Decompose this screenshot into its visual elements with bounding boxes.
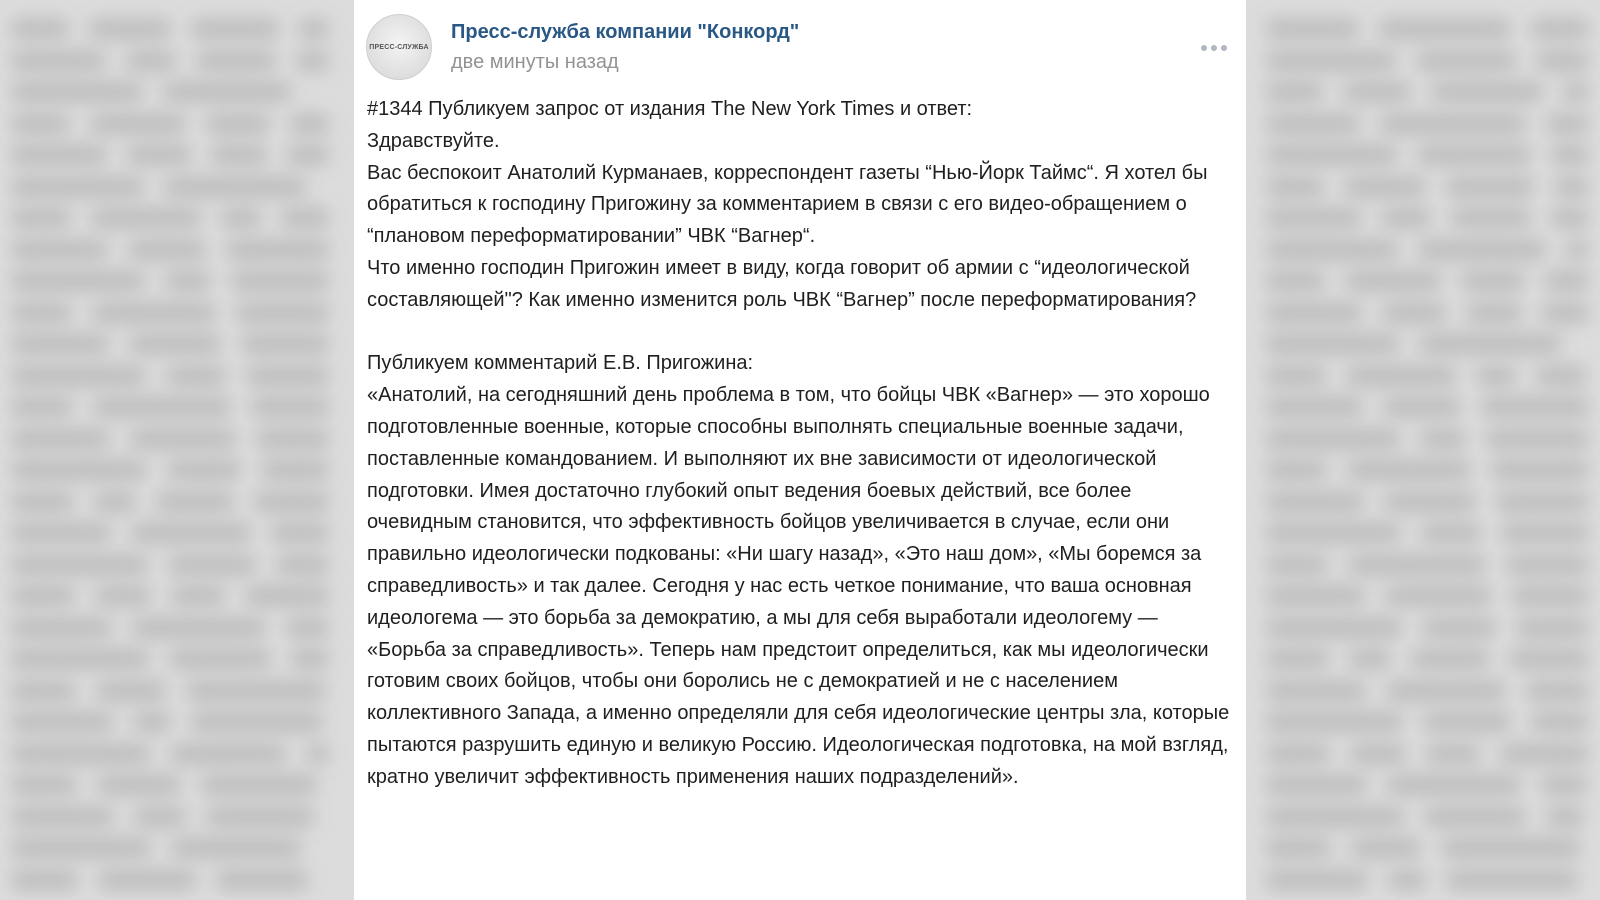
blurred-text-fragment <box>166 459 242 481</box>
blurred-text-fragment <box>1545 806 1585 828</box>
blurred-text-fragment <box>10 333 110 355</box>
blurred-text-fragment <box>1421 617 1497 639</box>
blurred-text-fragment <box>10 113 71 135</box>
blurred-text-fragment <box>164 270 212 292</box>
blurred-text-fragment <box>10 396 74 418</box>
blurred-text-fragment <box>1265 18 1360 40</box>
dot-icon <box>1211 45 1217 51</box>
blurred-text-fragment <box>1265 554 1329 576</box>
blurred-text-fragment <box>168 648 272 670</box>
blurred-text-fragment <box>1378 18 1512 40</box>
blurred-text-fragment <box>1499 743 1590 765</box>
blurred-text-fragment <box>1265 617 1403 639</box>
blurred-text-fragment <box>1410 648 1490 670</box>
post-card <box>354 0 1246 900</box>
blurred-text-fragment <box>1382 396 1462 418</box>
blurred-text-fragment <box>10 774 78 796</box>
blurred-text-fragment <box>190 711 324 733</box>
blurred-text-fragment <box>253 491 330 513</box>
blurred-text-fragment <box>289 113 330 135</box>
blurred-text-fragment <box>94 585 152 607</box>
blurred-text-fragment <box>10 365 147 387</box>
blurred-text-fragment <box>10 869 79 891</box>
blurred-text-fragment <box>1553 176 1590 198</box>
blurred-text-fragment <box>195 50 277 72</box>
blurred-text-fragment <box>255 428 330 450</box>
blurred-text-fragment <box>10 270 146 292</box>
blurred-text-fragment <box>1386 774 1522 796</box>
blurred-text-fragment <box>169 743 287 765</box>
blurred-text-fragment <box>1485 428 1590 450</box>
blurred-text-fragment <box>167 554 257 576</box>
blurred-text-fragment <box>1510 585 1590 607</box>
blurred-text-fragment <box>1265 365 1327 387</box>
blurred-text-fragment <box>1381 302 1447 324</box>
blurred-text-fragment <box>220 207 262 229</box>
blurred-text-fragment <box>1417 239 1547 261</box>
blurred-text-fragment <box>1562 81 1590 103</box>
blurred-text-fragment <box>185 680 327 702</box>
blurred-text-fragment <box>170 585 226 607</box>
blurred-text-fragment <box>10 176 145 198</box>
blurred-text-fragment <box>10 239 109 261</box>
blurred-text-fragment <box>205 113 271 135</box>
avatar-logo-text: ПРЕСС-СЛУЖБА <box>369 43 429 51</box>
blurred-text-fragment <box>93 491 137 513</box>
blurred-text-fragment <box>165 365 227 387</box>
blurred-text-fragment <box>1350 837 1422 859</box>
blurred-text-fragment <box>1515 617 1590 639</box>
post-paragraph: Вас беспокоит Анатолий Курманаев, корреспондент газеты “Нью-Йорк Таймс“. Я хотел бы обратиться к господину Пригожину за комментарием в связи с его видео-обращением о “плановом переформатировании” ЧВК “Вагнер“. <box>367 161 1214 248</box>
blurred-text-fragment <box>10 428 111 450</box>
post-paragraph: Публикуем комментарий Е.В. Пригожина: <box>367 352 754 375</box>
blurred-text-fragment <box>1265 837 1332 859</box>
blurred-text-fragment <box>10 837 152 859</box>
blurred-text-fragment <box>1505 554 1590 576</box>
post-paragraph: Здравствуйте. <box>367 129 500 152</box>
blurred-text-fragment <box>1265 491 1365 513</box>
blurred-text-fragment <box>1550 207 1590 229</box>
blurred-text-fragment <box>97 869 197 891</box>
blurred-text-fragment <box>215 869 309 891</box>
blurred-text-fragment <box>1343 176 1427 198</box>
blurred-text-fragment <box>1265 869 1369 891</box>
blurred-text-fragment <box>10 144 108 166</box>
blurred-text-fragment <box>1419 428 1467 450</box>
avatar[interactable] <box>366 14 432 80</box>
dot-icon <box>1201 45 1207 51</box>
blurred-text-fragment <box>240 333 330 355</box>
blurred-text-fragment <box>92 396 232 418</box>
blurred-text-fragment <box>1265 522 1402 544</box>
blurred-text-fragment <box>10 207 72 229</box>
blurred-text-fragment <box>126 144 192 166</box>
blurred-text-fragment <box>10 743 151 765</box>
blurred-text-fragment <box>1495 491 1590 513</box>
blurred-text-fragment <box>1450 207 1532 229</box>
blurred-text-fragment <box>1475 365 1517 387</box>
blurred-text-fragment <box>1345 365 1457 387</box>
post-paragraph: #1344 Публикуем запрос от издания The New York Times и ответ: <box>367 98 973 120</box>
blurred-text-fragment <box>96 774 182 796</box>
blurred-text-fragment <box>1265 428 1401 450</box>
blurred-text-fragment <box>1422 711 1512 733</box>
blurred-text-fragment <box>155 491 235 513</box>
blurred-text-fragment <box>10 648 150 670</box>
blurred-text-fragment <box>95 680 167 702</box>
blurred-text-fragment <box>1349 743 1407 765</box>
blurred-text-fragment <box>290 648 330 670</box>
blurred-text-fragment <box>10 18 70 40</box>
blurred-text-fragment <box>10 680 77 702</box>
blurred-text-fragment <box>1265 207 1362 229</box>
blurred-text-fragment <box>1385 680 1507 702</box>
blurred-text-fragment <box>1425 743 1481 765</box>
blurred-text-fragment <box>131 617 267 639</box>
blurred-text-fragment <box>210 144 268 166</box>
blurred-text-fragment <box>1440 837 1582 859</box>
blurred-text-fragment <box>1265 585 1366 607</box>
blurred-text-fragment <box>1265 176 1325 198</box>
blurred-text-fragment <box>205 806 315 828</box>
blurred-text-fragment <box>250 396 330 418</box>
blurred-text-fragment <box>270 522 330 544</box>
blurred-text-fragment <box>1265 648 1330 670</box>
post-paragraph: Что именно господин Пригожин имеет в виду, когда говорит об армии с “идеологической составляющей"? Как именно изменится роль ЧВК “Вагнер” после переформатирования? <box>367 256 1197 311</box>
blurred-text-fragment <box>1265 81 1324 103</box>
blurred-text-fragment <box>10 81 144 103</box>
blurred-text-fragment <box>1445 869 1579 891</box>
blurred-text-fragment <box>275 554 330 576</box>
blurred-text-fragment <box>1265 302 1363 324</box>
blurred-text-fragment <box>286 144 330 166</box>
more-horizontal-icon[interactable] <box>1194 38 1234 58</box>
blurred-text-fragment <box>1265 333 1400 355</box>
blurred-text-fragment <box>1423 806 1527 828</box>
blurred-text-fragment <box>1265 806 1405 828</box>
blurred-text-fragment <box>1535 50 1590 72</box>
blurred-text-fragment <box>305 743 330 765</box>
blurred-text-fragment <box>280 207 330 229</box>
blurred-text-fragment <box>1344 270 1442 292</box>
dot-icon <box>1221 45 1227 51</box>
blurred-text-fragment <box>225 239 330 261</box>
blurred-text-fragment <box>1541 302 1590 324</box>
blurred-text-fragment <box>10 50 107 72</box>
blurred-text-fragment <box>235 302 330 324</box>
paragraph-spacer <box>367 317 1239 349</box>
blurred-text-fragment <box>88 18 172 40</box>
blurred-text-fragment <box>10 459 148 481</box>
blurred-text-fragment <box>1265 459 1328 481</box>
blurred-text-fragment <box>91 302 217 324</box>
blurred-text-fragment <box>10 554 149 576</box>
blurred-text-fragment <box>1347 554 1487 576</box>
blurred-text-fragment <box>127 239 207 261</box>
blurred-text-fragment <box>1430 81 1544 103</box>
blurred-text-fragment <box>1460 270 1526 292</box>
blurred-text-fragment <box>1265 239 1399 261</box>
blurred-text-fragment <box>1565 239 1590 261</box>
blurred-text-fragment <box>1544 270 1590 292</box>
blurred-text-fragment <box>244 585 330 607</box>
blurred-text-fragment <box>1265 743 1331 765</box>
blurred-text-fragment <box>285 617 330 639</box>
blurred-text-fragment <box>10 522 112 544</box>
blurred-text-fragment <box>163 176 307 198</box>
blurred-text-fragment <box>90 207 202 229</box>
blurred-text-fragment <box>1416 144 1532 166</box>
blurred-text-fragment <box>1465 302 1523 324</box>
blurred-text-fragment <box>1342 81 1412 103</box>
blurred-text-fragment <box>1535 365 1587 387</box>
blurred-text-fragment <box>1380 207 1432 229</box>
blurred-text-fragment <box>1265 50 1397 72</box>
blurred-text-fragment <box>10 302 73 324</box>
post-header <box>366 14 1234 84</box>
blurred-text-fragment <box>1480 396 1590 418</box>
blurred-text-fragment <box>130 522 252 544</box>
blurred-text-fragment <box>1384 585 1492 607</box>
blurred-text-fragment <box>133 806 187 828</box>
blurred-text-fragment <box>1387 869 1427 891</box>
blurred-text-fragment <box>1415 50 1517 72</box>
blurred-text-fragment <box>245 365 330 387</box>
blurred-text-fragment <box>1383 491 1477 513</box>
blurred-text-fragment <box>1418 333 1562 355</box>
blurred-text-fragment <box>162 81 292 103</box>
blurred-text-fragment <box>10 711 114 733</box>
post-paragraph: «Анатолий, на сегодняшний день проблема в том, что бойцы ЧВК «Вагнер» — это хорошо подготовленные военные, которые способны выполнять специальные военные задачи, поставленные командованием. И выполняют их вне зависимости от идеологической подготовки. Имея достаточно глубокий опыт ведения боевых действий, все более очевидным становится, что эффективность бойцов увеличивается в случае, если они правильно идеологически подкованы: «Ни шагу назад», «Это наш дом», «Мы боремся за справедливость» и так далее. Сегодня у нас есть четкое понимание, что ваша основная идеологема — это борьба за демократию, а мы для себя выработали идеологему — «Борьба за справедливость». Теперь нам предстоит определиться, как мы идеологически готовим своих бойцов, чтобы они боролись не с демократией и не с населением коллективного Запада, а именно определяли для себя идеологические центры зла, которые пытаются разрушить единую и великую Россию. Идеологическая подготовка, на мой взгляд, кратно увеличит эффективность применения наших подразделений». <box>367 384 1235 788</box>
blurred-text-fragment <box>200 774 318 796</box>
blurred-text-fragment <box>230 270 330 292</box>
blurred-text-fragment <box>190 18 280 40</box>
blurred-text-fragment <box>1500 522 1590 544</box>
blurred-text-fragment <box>128 333 222 355</box>
blurred-text-fragment <box>1540 774 1588 796</box>
blurred-text-fragment <box>1265 711 1404 733</box>
blurred-text-fragment <box>1265 680 1367 702</box>
blurred-text-fragment <box>1545 113 1590 135</box>
blurred-text-fragment <box>298 18 330 40</box>
blurred-text-fragment <box>1265 113 1361 135</box>
blurred-text-fragment <box>1530 18 1590 40</box>
blurred-text-fragment <box>1348 648 1392 670</box>
blurred-text-fragment <box>1265 144 1398 166</box>
blurred-text-fragment <box>10 806 115 828</box>
post-author-link[interactable]: Пресс-служба компании "Конкорд" <box>451 21 800 43</box>
blurred-text-fragment <box>10 617 113 639</box>
blurred-text-fragment <box>1265 774 1368 796</box>
blurred-text-fragment <box>1490 459 1590 481</box>
blurred-text-fragment <box>1525 680 1590 702</box>
blurred-text-fragment <box>129 428 237 450</box>
blurred-text-fragment <box>89 113 187 135</box>
blurred-text-fragment <box>1346 459 1472 481</box>
blurred-text-fragment <box>1265 396 1364 418</box>
blurred-text-fragment <box>10 491 75 513</box>
post-timestamp[interactable]: две минуты назад <box>451 51 619 73</box>
post-text <box>367 94 1239 794</box>
blurred-text-fragment <box>1379 113 1527 135</box>
blurred-text-fragment <box>260 459 330 481</box>
blurred-text-fragment <box>10 585 76 607</box>
blurred-text-fragment <box>125 50 177 72</box>
blurred-text-fragment <box>1445 176 1535 198</box>
blurred-text-fragment <box>1530 711 1590 733</box>
blurred-text-fragment <box>132 711 172 733</box>
blurred-text-fragment <box>1550 144 1590 166</box>
blurred-text-fragment <box>170 837 302 859</box>
blurred-text-fragment <box>1265 270 1326 292</box>
blurred-text-fragment <box>1420 522 1482 544</box>
blurred-text-fragment <box>295 50 330 72</box>
blurred-text-fragment <box>1508 648 1590 670</box>
